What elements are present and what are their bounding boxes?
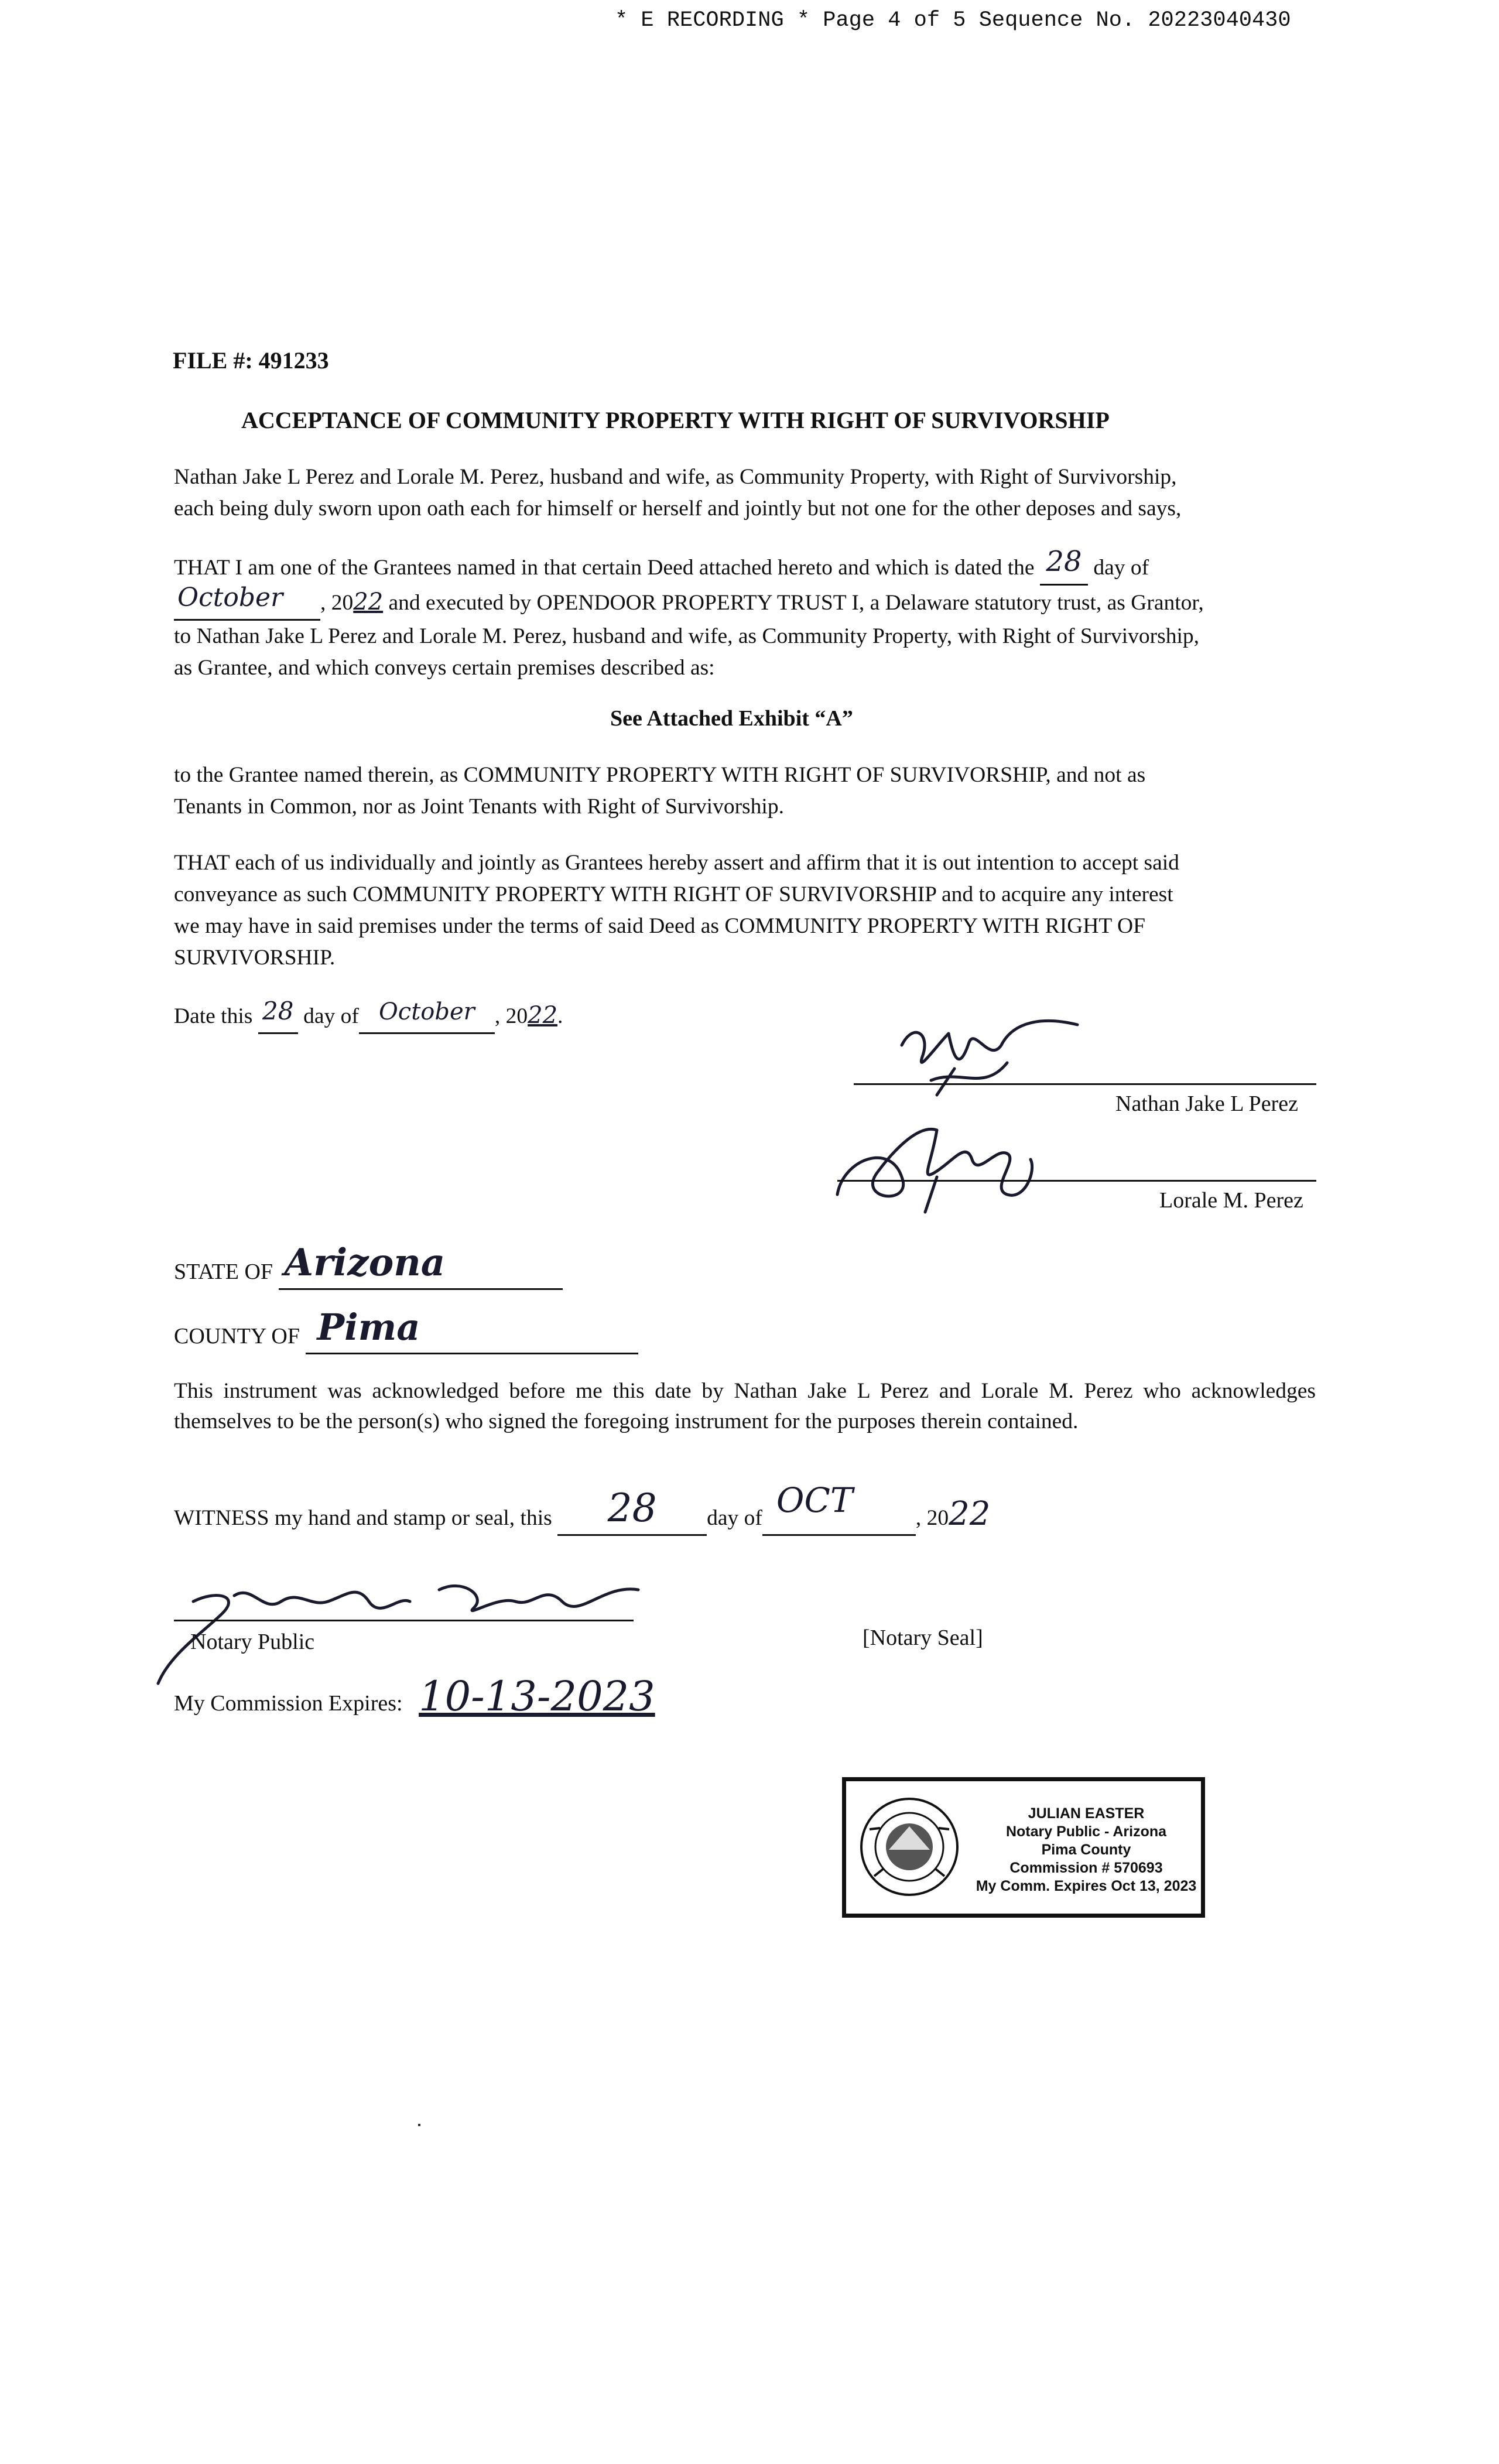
stamp-text (963, 1805, 1209, 1895)
date-month: October (379, 998, 475, 1025)
file-number: FILE #: 491233 (173, 347, 329, 374)
stamp-title: Notary Public - Arizona (1005, 1823, 1167, 1840)
deed-month: October (177, 583, 283, 612)
state-label: STATE OF (174, 1260, 273, 1284)
deed-year-prefix: , 20 (320, 591, 354, 615)
assertion-line: THAT each of us individually and jointly as Grantees hereby assert and affirm that it is out intention to accept said (174, 851, 1179, 875)
county-blank (306, 1306, 638, 1354)
commission-label: My Commission Expires: (174, 1691, 403, 1716)
signature-line-2 (837, 1180, 1316, 1182)
deed-text: as Grantee, and which conveys certain premises described as: (174, 656, 715, 680)
commission-value: 10-13-2023 (419, 1672, 655, 1720)
deed-text: to Nathan Jake L Perez and Lorale M. Perez, husband and wife, as Community Property, with Right of Survivorship, (174, 624, 1200, 648)
stamp-county: Pima County (1041, 1842, 1131, 1858)
signature-nathan (867, 1010, 1113, 1104)
grantee-line: Tenants in Common, nor as Joint Tenants with Right of Survivorship. (174, 795, 784, 819)
deed-text: THAT I am one of the Grantees named in that certain Deed attached hereto and which is dated the (174, 556, 1035, 580)
signature-line-1 (854, 1083, 1316, 1085)
assertion-line: SURVIVORSHIP. (174, 946, 336, 970)
deed-day-blank (1040, 545, 1088, 586)
deed-year: 22 (353, 588, 384, 615)
deed-day: 28 (1046, 545, 1082, 578)
date-day: 28 (262, 997, 294, 1025)
date-mid: day of (303, 1004, 359, 1028)
witness-day-blank (557, 1486, 707, 1536)
intro-paragraph (174, 461, 1181, 525)
deed-text: day of (1093, 556, 1149, 580)
witness-year-prefix: , 20 (915, 1506, 949, 1530)
witness-month: OCT (776, 1480, 853, 1520)
date-year-prefix: , 20 (494, 1004, 528, 1028)
date-year: 22 (528, 1002, 558, 1029)
deed-paragraph (174, 545, 1204, 684)
stamp-name: JULIAN EASTER (1028, 1805, 1145, 1822)
state-value: Arizona (284, 1241, 446, 1285)
notary-seal-label: [Notary Seal] (863, 1625, 983, 1650)
intro-line: each being duly sworn upon oath each for himself or herself and jointly but not one for the other deposes and says, (174, 497, 1182, 521)
state-seal-icon (857, 1794, 962, 1900)
assertion-paragraph (174, 847, 1179, 974)
stray-mark (418, 2124, 420, 2126)
signer-1-name: Nathan Jake L Perez (1115, 1091, 1298, 1116)
exhibit-reference: See Attached Exhibit “A” (610, 706, 853, 731)
witness-year: 22 (949, 1495, 991, 1533)
witness-day: 28 (607, 1486, 657, 1531)
recording-header: * E RECORDING * Page 4 of 5 Sequence No. 20223040430 (615, 8, 1291, 33)
deed-text: and executed by OPENDOOR PROPERTY TRUST I, a Delaware statutory trust, as Grantor, (388, 591, 1204, 615)
stamp-commission: Commission # 570693 (1009, 1860, 1163, 1876)
date-line (174, 999, 563, 1034)
county-value: Pima (317, 1306, 420, 1349)
notary-label: Notary Public (190, 1630, 315, 1654)
county-row (174, 1306, 638, 1354)
signature-lorale (831, 1107, 1054, 1224)
assertion-line: we may have in said premises under the terms of said Deed as COMMUNITY PROPERTY WITH RIGHT OF (174, 914, 1145, 938)
witness-mid: day of (707, 1506, 762, 1530)
assertion-line: conveyance as such COMMUNITY PROPERTY WITH RIGHT OF SURVIVORSHIP and to acquire any interest (174, 882, 1173, 906)
witness-line (174, 1480, 991, 1536)
grantee-line: to the Grantee named therein, as COMMUNITY PROPERTY WITH RIGHT OF SURVIVORSHIP, and not as (174, 763, 1146, 787)
signer-2-name: Lorale M. Perez (1159, 1188, 1303, 1213)
document-title: ACCEPTANCE OF COMMUNITY PROPERTY WITH RIGHT OF SURVIVORSHIP (241, 407, 1110, 433)
deed-month-blank (174, 583, 320, 621)
date-end: . (557, 1004, 563, 1028)
date-month-blank (359, 1000, 495, 1034)
witness-prefix: WITNESS my hand and stamp or seal, this (174, 1506, 552, 1530)
notary-signature-line (174, 1620, 634, 1621)
grantee-paragraph (174, 759, 1145, 823)
notary-stamp (842, 1777, 1205, 1918)
acknowledgment-paragraph: This instrument was acknowledged before me this date by Nathan Jake L Perez and Lorale M. Perez who acknowledges themselves to be the person(s) who signed the foregoing instrument for the purposes therein contained. (174, 1379, 1316, 1433)
intro-line: Nathan Jake L Perez and Lorale M. Perez, husband and wife, as Community Property, with Right of Survivorship, (174, 465, 1177, 489)
witness-month-blank (762, 1480, 916, 1536)
stamp-expires: My Comm. Expires Oct 13, 2023 (976, 1878, 1197, 1894)
county-label: COUNTY OF (174, 1324, 300, 1349)
date-day-blank (258, 999, 298, 1034)
date-prefix: Date this (174, 1004, 253, 1028)
commission-row (174, 1672, 655, 1720)
state-row (174, 1241, 563, 1290)
state-blank (279, 1241, 563, 1290)
